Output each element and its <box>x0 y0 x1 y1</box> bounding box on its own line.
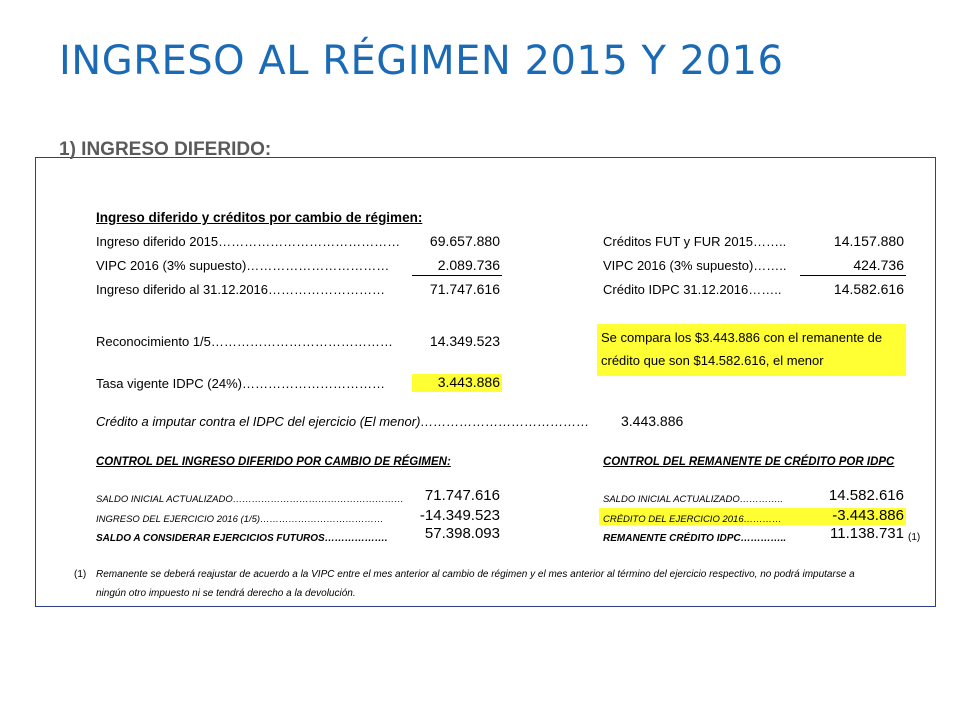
footnote-line: Remanente se deberá reajustar de acuerdo a la VIPC entre el mes anterior al cambio de régimen y el mes anterior al término del ejercicio respectivo, no podrá imputarse a <box>96 569 855 580</box>
right-row-value: 14.157.880 <box>833 233 904 249</box>
left-row-label: Ingreso diferido al 31.12.2016……………………… <box>96 282 386 297</box>
right-row-label: Créditos FUT y FUR 2015…….. <box>603 234 787 249</box>
control-right-value: -3.443.886 <box>832 507 904 524</box>
control-left-value: 71.747.616 <box>424 487 500 504</box>
right-row-value: 14.582.616 <box>833 281 904 297</box>
control-right-value: 11.138.731 <box>830 525 904 542</box>
control-left-label: SALDO INICIAL ACTUALIZADO……………………………………………… <box>96 494 404 505</box>
comparison-note-line: crédito que son $14.582.616, el menor <box>601 353 824 368</box>
left-row-value: 69.657.880 <box>429 233 500 249</box>
credito-imputar-value: 3.443.886 <box>621 413 684 429</box>
control-left-value: -14.349.523 <box>419 507 500 524</box>
left-row-label: Ingreso diferido 2015…………………………………… <box>96 234 401 249</box>
left-row-label: VIPC 2016 (3% supuesto)…………………………… <box>96 258 390 273</box>
footnote-ref: (1) <box>908 532 921 543</box>
left-row-value: 71.747.616 <box>429 281 500 297</box>
sum-line <box>800 275 906 276</box>
reconocimiento-value: 14.349.523 <box>429 333 500 349</box>
right-row-value: 424.736 <box>853 257 904 273</box>
control-left-label: INGRESO DEL EJERCICIO 2016 (1/5)………………………………… <box>96 514 384 525</box>
sum-line <box>412 275 502 276</box>
content-frame <box>35 157 936 607</box>
right-row-label: VIPC 2016 (3% supuesto)…….. <box>603 258 787 273</box>
footnote-line: ningún otro impuesto ni se tendrá derecho a la devolución. <box>96 588 356 599</box>
control-left-value: 57.398.093 <box>424 525 500 542</box>
right-row-label: Crédito IDPC 31.12.2016…….. <box>603 282 782 297</box>
control-left-heading: CONTROL DEL INGRESO DIFERIDO POR CAMBIO DE RÉGIMEN: <box>96 456 451 468</box>
control-right-heading: CONTROL DEL REMANENTE DE CRÉDITO POR IDPC <box>603 456 895 468</box>
comparison-note <box>597 324 906 376</box>
control-right-label: SALDO INICIAL ACTUALIZADO………….. <box>603 494 784 505</box>
control-left-label: SALDO A CONSIDERAR EJERCICIOS FUTUROS………………. <box>96 533 388 544</box>
control-right-label: CRÉDITO DEL EJERCICIO 2016………… <box>603 514 782 525</box>
reconocimiento-label: Reconocimiento 1/5…………………………………… <box>96 334 393 349</box>
credito-imputar-label: Crédito a imputar contra el IDPC del ejercicio (El menor)………………………………… <box>96 414 590 429</box>
left-row-value: 2.089.736 <box>437 257 500 273</box>
comparison-note-line: Se compara los $3.443.886 con el remanente de <box>601 330 883 345</box>
page-title: INGRESO AL RÉGIMEN 2015 Y 2016 <box>59 38 784 84</box>
footnote-marker: (1) <box>74 569 87 580</box>
section-subtitle: 1) INGRESO DIFERIDO: <box>59 139 272 160</box>
table-heading: Ingreso diferido y créditos por cambio de régimen: <box>96 210 423 225</box>
control-right-label: REMANENTE CRÉDITO IDPC………….. <box>603 533 787 544</box>
tasa-value: 3.443.886 <box>412 374 502 392</box>
tasa-label: Tasa vigente IDPC (24%)…………………………… <box>96 376 385 391</box>
control-right-value: 14.582.616 <box>828 487 904 504</box>
